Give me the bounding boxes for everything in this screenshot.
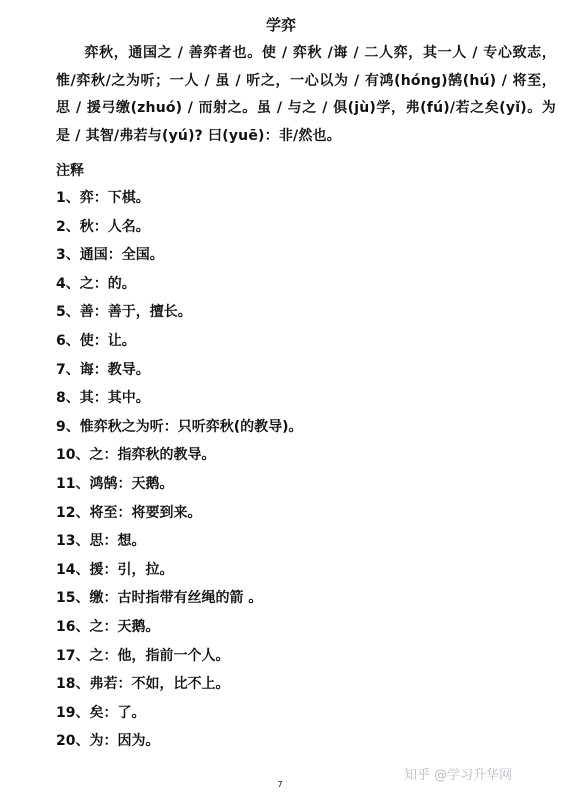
note-item: 18、弗若：不如，比不上。 [56,676,230,693]
note-item: 7、诲：教导。 [56,361,150,378]
note-item: 16、之：天鹅。 [56,618,160,635]
note-item: 9、惟弈秋之为听：只听弈秋(的教导)。 [56,418,303,435]
notes-list [56,188,303,760]
note-item: 13、思：想。 [56,533,146,550]
watermark: 知乎 @学习升华网 [404,768,513,783]
note-item: 4、之：的。 [56,275,136,292]
note-item: 8、其：其中。 [56,390,150,407]
document-title: 学弈 [265,16,296,34]
note-item: 11、鸿鹄：天鹅。 [56,475,174,492]
classical-text-paragraph [56,40,556,150]
paragraph-text: 弈秋，通国之 / 善弈者也。使 / 弈秋 /诲 / 二人弈，其一人 / 专心致志，惟/弈秋/之为听；一人 / 虽 / 听之，一心以为 / 有鸿(hóng)鹄(hú) / 将至，思 / 援弓缴(zhuó) / 而射之。虽 / 与之 / 俱(jù)学，弗(fú)/若之矣(yǐ)。为是 / 其智/弗若与(yú)? 曰(yuē)：非/然也。 [56,45,556,144]
note-item: 12、将至：将要到来。 [56,504,202,521]
note-item: 5、善：善于，擅长。 [56,304,192,321]
note-item: 17、之：他，指前一个人。 [56,647,230,664]
note-item: 19、矣：了。 [56,704,146,721]
note-item: 2、秋：人名。 [56,218,150,235]
note-item: 1、弈：下棋。 [56,190,150,206]
note-item: 20、为：因为。 [56,733,160,750]
notes-heading: 注释 [56,163,84,179]
page-number: 7 [277,780,283,789]
note-item: 6、使：让。 [56,332,136,349]
note-item: 14、援：引，拉。 [56,561,174,578]
note-item: 15、缴：古时指带有丝绳的箭 。 [56,590,263,607]
note-item: 3、通国：全国。 [56,247,164,264]
note-item: 10、之：指弈秋的教导。 [56,447,216,464]
